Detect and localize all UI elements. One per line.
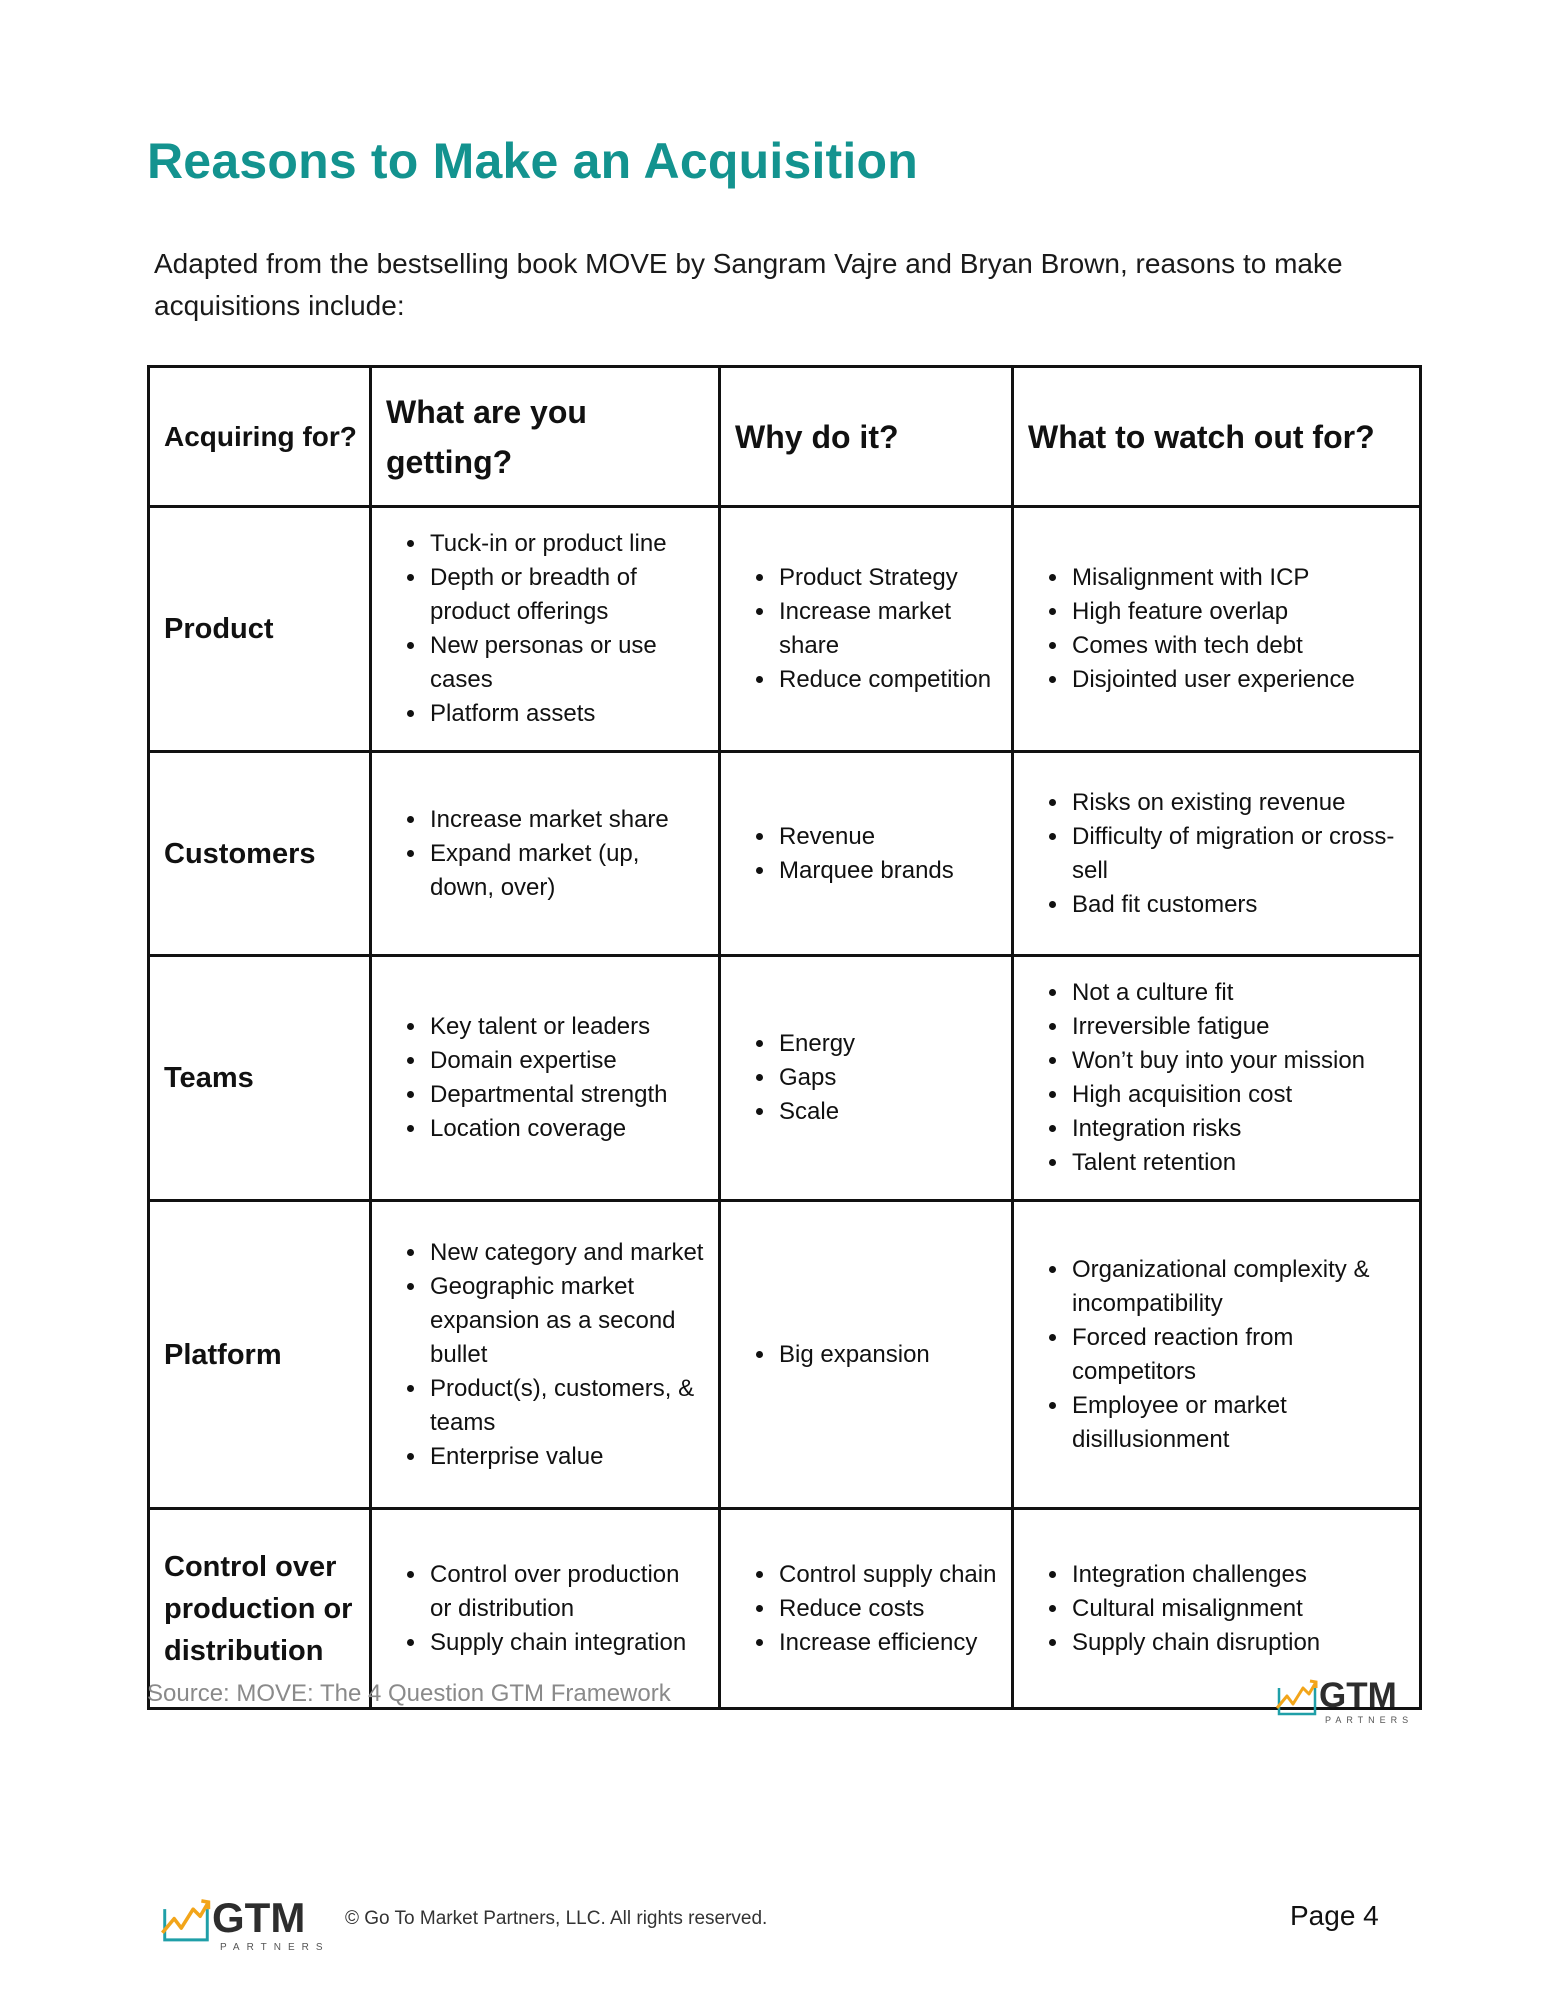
chart-arrow-icon <box>160 1897 212 1945</box>
list-item: • Marquee brands <box>777 854 999 888</box>
header-row <box>149 367 1421 507</box>
intro-paragraph: Adapted from the bestselling book MOVE by Sangram Vajre and Bryan Brown, reasons to make acquisitions include: <box>154 248 1343 321</box>
header-watch-out: What to watch out for? <box>1013 367 1421 507</box>
list-item: • Control supply chain <box>777 1558 999 1592</box>
list-item: • Key talent or leaders <box>428 1010 706 1044</box>
why-cell <box>720 752 1013 956</box>
header-why: Why do it? <box>720 367 1013 507</box>
getting-cell <box>371 1509 720 1709</box>
list-item: • Risks on existing revenue <box>1070 786 1407 820</box>
list-item: • Domain expertise <box>428 1044 706 1078</box>
list-item: • Integration challenges <box>1070 1558 1407 1592</box>
watch-list <box>1028 561 1407 697</box>
list-item: • Reduce competition <box>777 663 999 697</box>
list-item: • Talent retention <box>1070 1146 1407 1180</box>
table-row <box>149 1201 1421 1509</box>
logo-wordmark: GTM <box>1319 1676 1397 1715</box>
page-title: Reasons to Make an Acquisition <box>147 133 918 189</box>
row-label: Control over production or distribution <box>149 1509 371 1709</box>
watch-list <box>1028 1253 1407 1457</box>
getting-cell <box>371 752 720 956</box>
gtm-logo <box>1275 1678 1413 1725</box>
list-item: • Product(s), customers, & teams <box>428 1372 706 1440</box>
list-item: • Departmental strength <box>428 1078 706 1112</box>
getting-list <box>386 527 706 731</box>
list-item: • High feature overlap <box>1070 595 1407 629</box>
why-cell <box>720 507 1013 752</box>
why-list <box>735 1558 999 1660</box>
list-item: • New category and market <box>428 1236 706 1270</box>
acquisition-table <box>147 365 1422 1710</box>
why-cell <box>720 1201 1013 1509</box>
list-item: • Depth or breadth of product offerings <box>428 561 706 629</box>
list-item: • Big expansion <box>777 1338 999 1372</box>
logo-wordmark: GTM <box>212 1894 306 1941</box>
list-item: • Energy <box>777 1027 999 1061</box>
list-item: • Won’t buy into your mission <box>1070 1044 1407 1078</box>
list-item: • Enterprise value <box>428 1440 706 1474</box>
logo-subtext: PARTNERS <box>220 1942 330 1953</box>
list-item: • Tuck-in or product line <box>428 527 706 561</box>
list-item: • Bad fit customers <box>1070 888 1407 922</box>
why-list <box>735 1027 999 1129</box>
list-item: • Comes with tech debt <box>1070 629 1407 663</box>
list-item: • Expand market (up, down, over) <box>428 837 706 905</box>
why-list <box>735 820 999 888</box>
table-row <box>149 1509 1421 1709</box>
header-acquiring-for: Acquiring for? <box>149 367 371 507</box>
table-row <box>149 956 1421 1201</box>
getting-list <box>386 1558 706 1660</box>
list-item: • Difficulty of migration or cross-sell <box>1070 820 1407 888</box>
watch-cell <box>1013 1201 1421 1509</box>
why-list <box>735 561 999 697</box>
list-item: • Location coverage <box>428 1112 706 1146</box>
watch-list <box>1028 786 1407 922</box>
copyright-notice: © Go To Market Partners, LLC. All rights reserved. <box>345 1908 768 1929</box>
row-label: Product <box>149 507 371 752</box>
page-number: Page 4 <box>1290 1900 1379 1931</box>
row-label: Teams <box>149 956 371 1201</box>
list-item: • Supply chain integration <box>428 1626 706 1660</box>
row-label: Customers <box>149 752 371 956</box>
list-item: • Gaps <box>777 1061 999 1095</box>
footer-gtm-logo <box>160 1894 330 1953</box>
list-item: • Product Strategy <box>777 561 999 595</box>
row-label: Platform <box>149 1201 371 1509</box>
list-item: • New personas or use cases <box>428 629 706 697</box>
list-item: • Organizational complexity & incompatibility <box>1070 1253 1407 1321</box>
getting-list <box>386 1236 706 1474</box>
list-item: • Platform assets <box>428 697 706 731</box>
getting-cell <box>371 507 720 752</box>
list-item: • Irreversible fatigue <box>1070 1010 1407 1044</box>
list-item: • Control over production or distribution <box>428 1558 706 1626</box>
list-item: • High acquisition cost <box>1070 1078 1407 1112</box>
watch-list <box>1028 1558 1407 1660</box>
logo-subtext: PARTNERS <box>1325 1715 1414 1725</box>
list-item: • Misalignment with ICP <box>1070 561 1407 595</box>
getting-cell <box>371 1201 720 1509</box>
header-what-getting: What are you getting? <box>371 367 720 507</box>
list-item: • Revenue <box>777 820 999 854</box>
why-cell <box>720 1509 1013 1709</box>
table-row <box>149 507 1421 752</box>
list-item: • Not a culture fit <box>1070 976 1407 1010</box>
list-item: • Integration risks <box>1070 1112 1407 1146</box>
table-row <box>149 752 1421 956</box>
watch-cell <box>1013 956 1421 1201</box>
list-item: • Supply chain disruption <box>1070 1626 1407 1660</box>
why-list <box>735 1338 999 1372</box>
list-item: • Scale <box>777 1095 999 1129</box>
list-item: • Increase efficiency <box>777 1626 999 1660</box>
why-cell <box>720 956 1013 1201</box>
watch-cell <box>1013 507 1421 752</box>
list-item: • Cultural misalignment <box>1070 1592 1407 1626</box>
watch-cell <box>1013 752 1421 956</box>
list-item: • Reduce costs <box>777 1592 999 1626</box>
getting-list <box>386 1010 706 1146</box>
list-item: • Geographic market expansion as a second bullet <box>428 1270 706 1372</box>
list-item: • Increase market share <box>428 803 706 837</box>
list-item: • Forced reaction from competitors <box>1070 1321 1407 1389</box>
source-caption: Source: MOVE: The 4 Question GTM Framework <box>147 1680 671 1707</box>
list-item: • Disjointed user experience <box>1070 663 1407 697</box>
chart-arrow-icon <box>1275 1678 1319 1718</box>
watch-list <box>1028 976 1407 1180</box>
getting-list <box>386 803 706 905</box>
getting-cell <box>371 956 720 1201</box>
list-item: • Increase market share <box>777 595 999 663</box>
list-item: • Employee or market disillusionment <box>1070 1389 1407 1457</box>
